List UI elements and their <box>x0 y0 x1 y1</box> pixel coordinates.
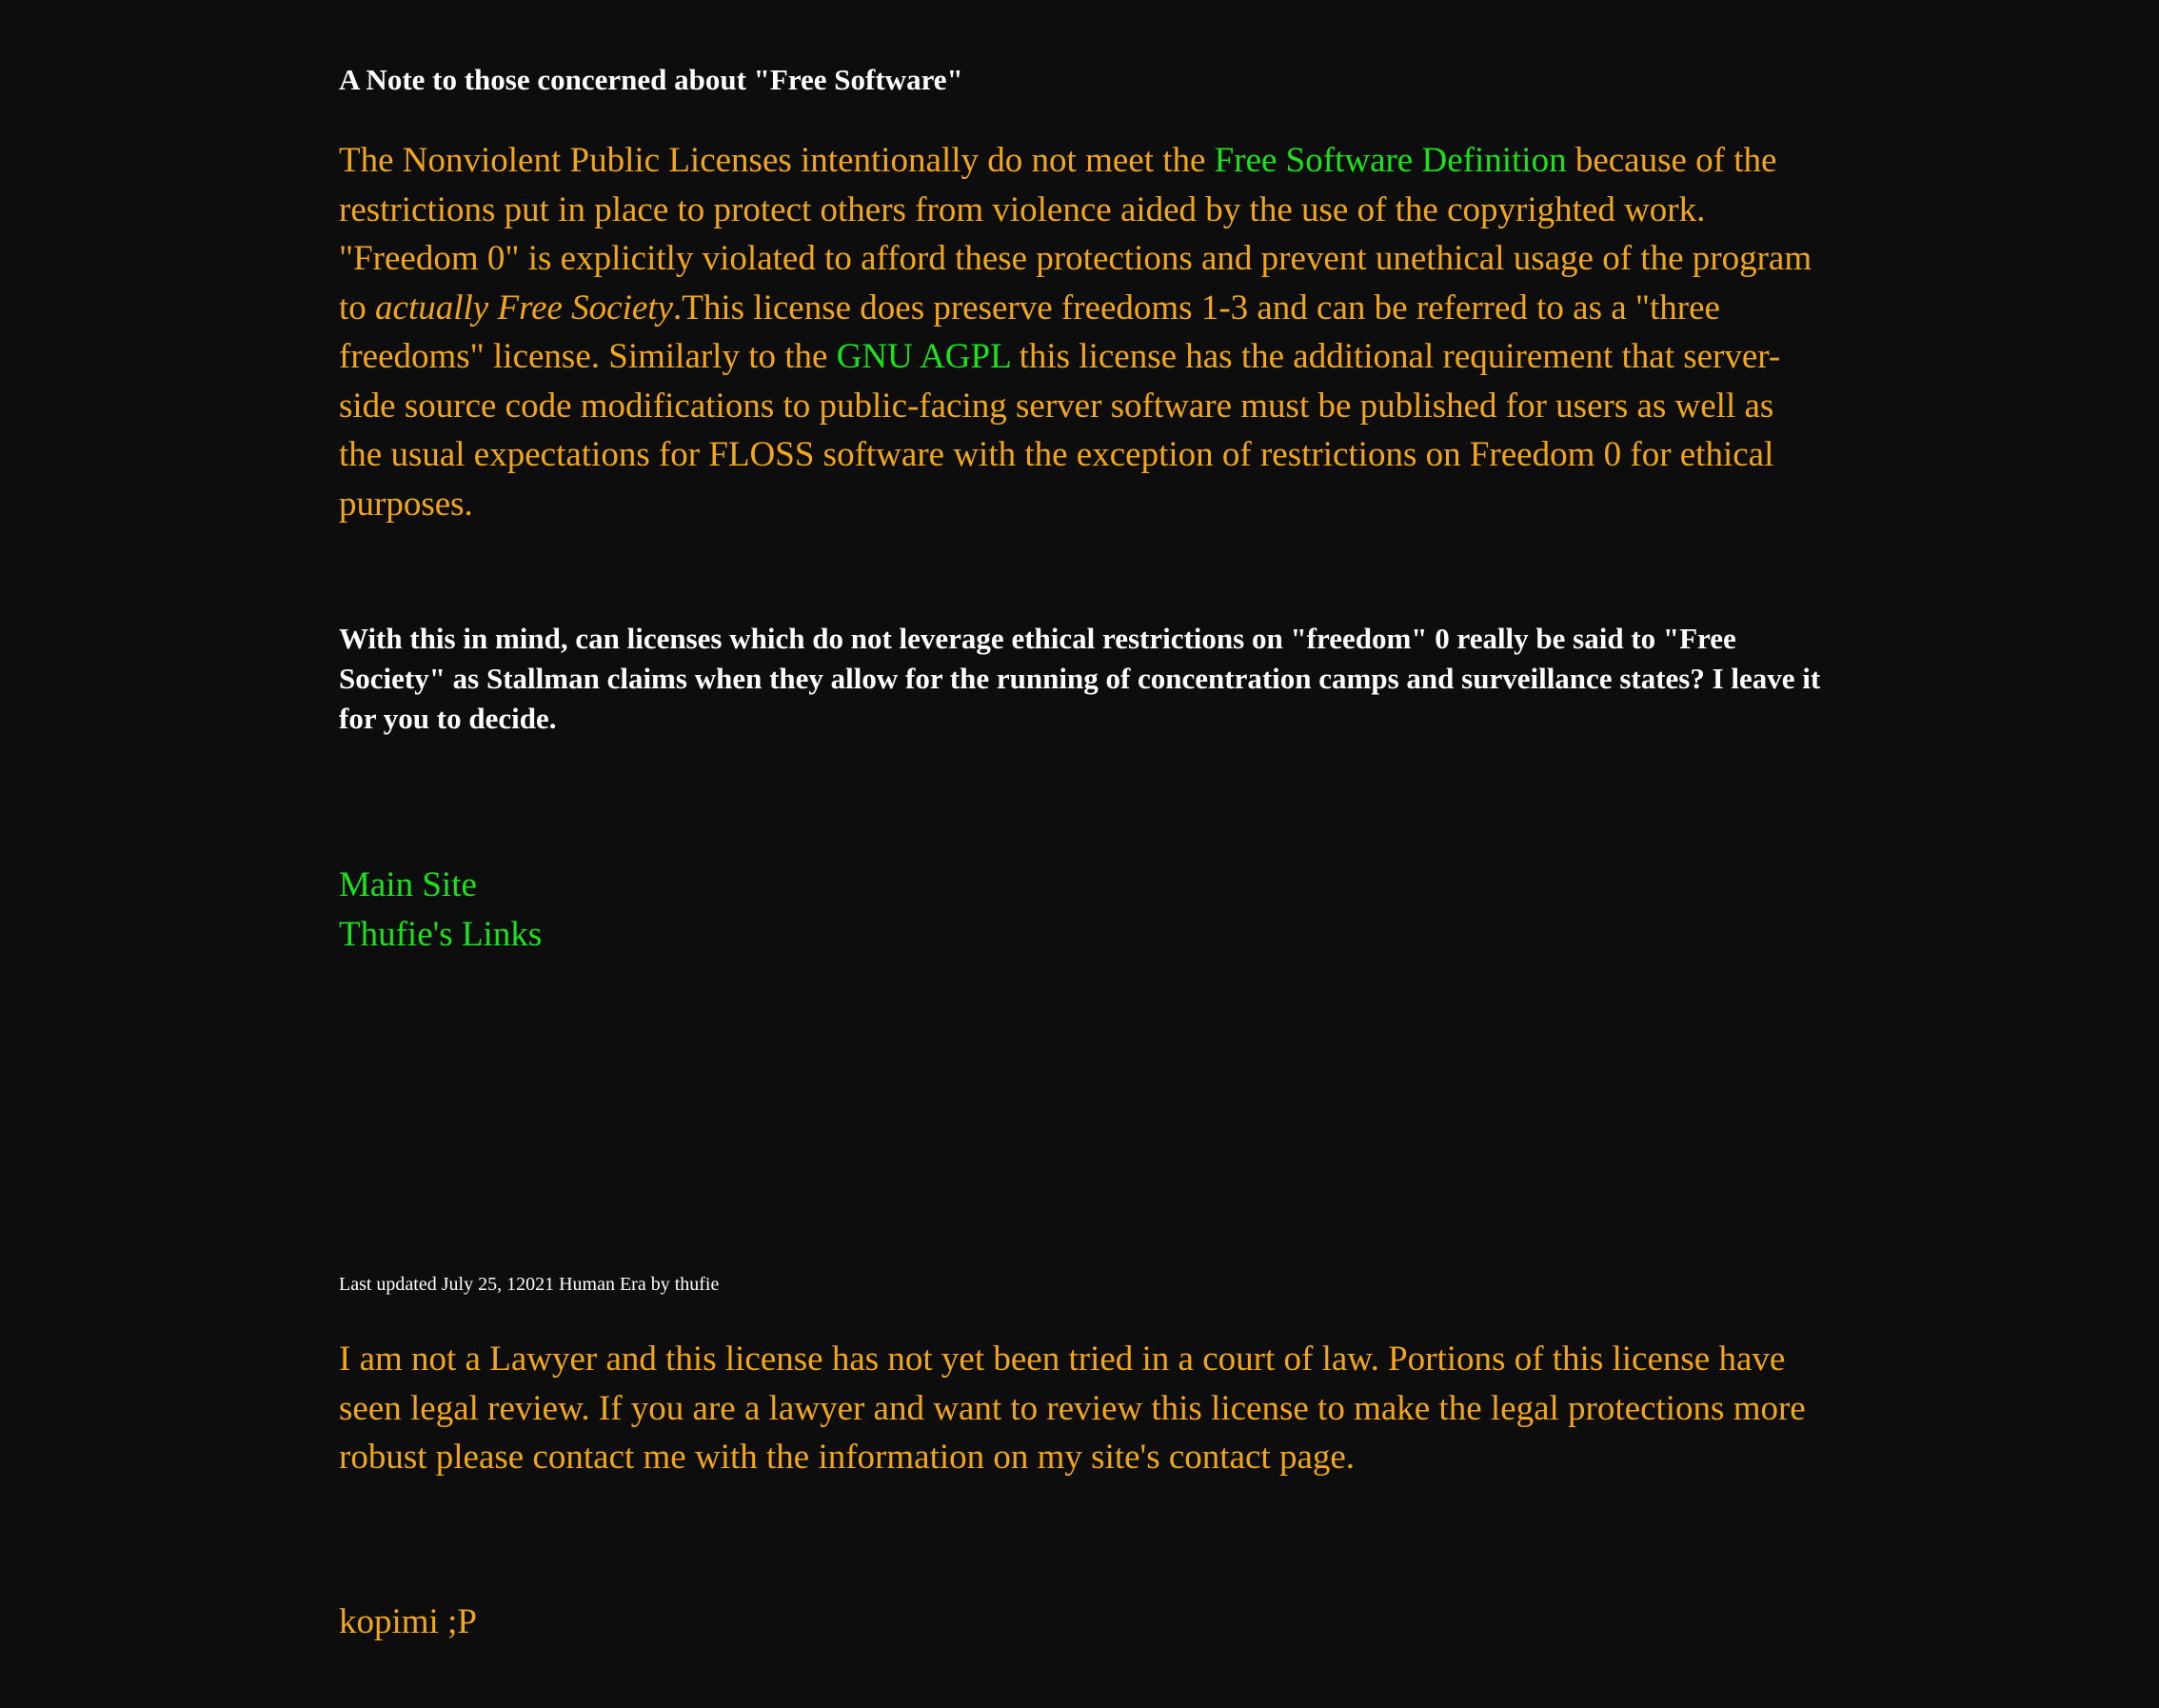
gnu-agpl-link[interactable]: GNU AGPL <box>836 337 1011 376</box>
intro-text-1: The Nonviolent Public Licenses intentionally do not meet the <box>339 141 1215 180</box>
intro-text-4: this license has the additional requirement that server-side source code modifications to public-facing server software must be published for users as well as the usual expectations for FLOSS software with the exception of restrictions on Freedom 0 for ethical purposes. <box>339 337 1781 524</box>
free-software-definition-link[interactable]: Free Software Definition <box>1214 141 1567 180</box>
disclaimer-paragraph: I am not a Lawyer and this license has not yet been tried in a court of law. Portions of this license have seen legal review. If you are a lawyer and want to review this license to make the legal protections more robust please contact me with the information on my site's contact page. <box>339 1340 1806 1477</box>
footer-nav <box>339 861 542 960</box>
question-paragraph: With this in mind, can licenses which do not leverage ethical restrictions on "freedom" 0 really be said to "Free Society" as Stallman claims when they allow for the running of concentration camps and surveillance states? I leave it for you to decide. <box>339 622 1821 735</box>
intro-text-2: because of the restrictions put in place to protect others from violence aided by the use of the copyrighted work. "Freedom 0" is explicitly violated to afford these protections and prevent unethical usage of the program to <box>339 141 1812 328</box>
intro-text-3: .This license does preserve freedoms 1-3 and can be referred to as a "three freedoms" license. Similarly to the <box>339 288 1720 376</box>
intro-emphasis: actually Free Society <box>375 288 674 328</box>
intro-paragraph <box>339 136 1824 528</box>
last-updated-note: Last updated July 25, 12021 Human Era by thufie <box>339 1274 720 1295</box>
thufies-links-link[interactable]: Thufie's Links <box>339 915 543 954</box>
kopimi-text: kopimi ;P <box>339 1602 477 1641</box>
main-site-link[interactable]: Main Site <box>339 865 477 904</box>
note-heading: A Note to those concerned about "Free Software" <box>339 63 963 96</box>
